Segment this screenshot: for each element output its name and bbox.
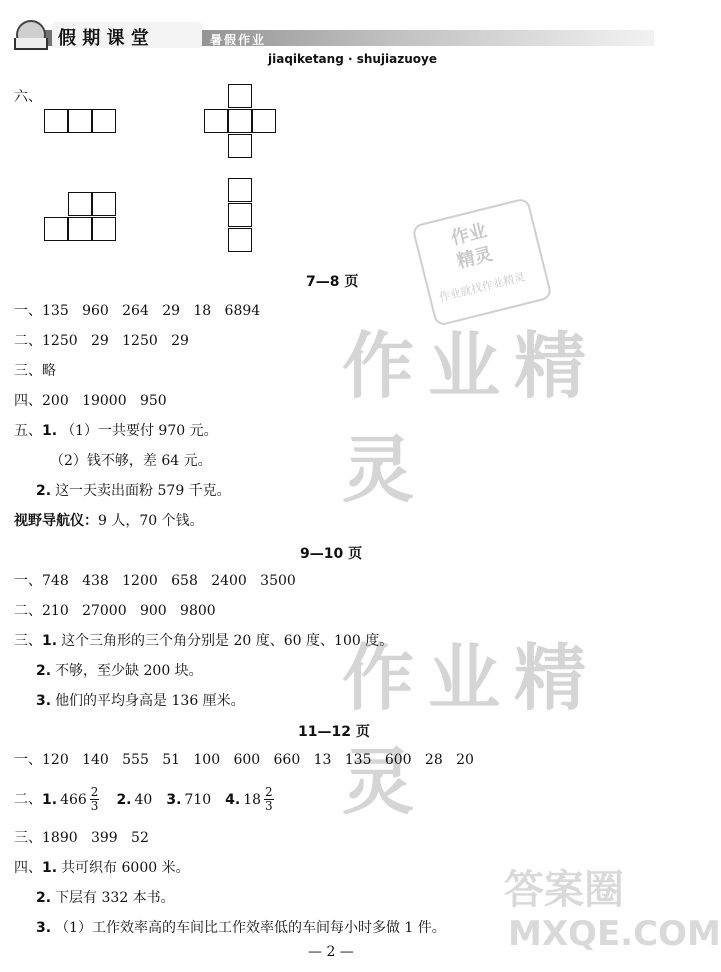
answer-item xyxy=(166,792,211,808)
question-number: 3. xyxy=(36,920,52,936)
net-square xyxy=(204,109,228,133)
fraction-numerator: 2 xyxy=(90,785,99,799)
answer-label: 三、 xyxy=(14,633,42,649)
answer-item xyxy=(42,785,102,813)
question-number: 3. xyxy=(36,693,52,709)
question-number: 1. xyxy=(42,860,58,876)
header-subtitle: 暑假作业 xyxy=(210,33,267,47)
answer-line xyxy=(14,510,204,530)
answer-label: 一、 xyxy=(14,303,42,319)
stamp-mid-text: 精灵 xyxy=(454,243,495,273)
answer-text: 他们的平均身高是 136 厘米。 xyxy=(55,693,245,709)
stamp-top-text: 作业 xyxy=(449,220,490,250)
answer-item xyxy=(116,792,152,808)
question-number: 1. xyxy=(42,423,58,439)
stamp-curve-text: 作业就找作业精灵 xyxy=(437,270,527,305)
answer-label: 三、 xyxy=(14,363,42,379)
header-pinyin: jiaqiketang · shujiazuoye xyxy=(268,52,437,66)
answer-label: 四、 xyxy=(14,393,42,409)
page-range-heading: 11—12 页 xyxy=(298,724,370,740)
answer-text: 210 27000 900 9800 xyxy=(42,603,216,619)
watermark-corner xyxy=(500,858,721,968)
answer-text: 1890 399 52 xyxy=(42,830,149,846)
answer-text: 200 19000 950 xyxy=(42,393,167,409)
answer-label: 一、 xyxy=(14,752,42,768)
answer-label: 视野导航仪： xyxy=(14,513,98,529)
answer-line xyxy=(14,360,56,380)
net-square xyxy=(228,134,252,158)
answer-text: （1）工作效率高的车间比工作效率低的车间每小时多做 1 件。 xyxy=(55,920,446,936)
answer-label: 二、 xyxy=(14,333,42,349)
net-square xyxy=(44,217,68,241)
answer-label: 三、 xyxy=(14,830,42,846)
answer-text: 135 960 264 29 18 6894 xyxy=(42,303,261,319)
net-square xyxy=(228,109,252,133)
answer-text: 这个三角形的三个角分别是 20 度、60 度、100 度。 xyxy=(61,633,394,649)
answer-label: 一、 xyxy=(14,573,42,589)
fraction-denominator: 3 xyxy=(90,799,99,813)
net-square xyxy=(252,109,276,133)
answer-line xyxy=(14,330,189,350)
answer-text: 不够，至少缺 200 块。 xyxy=(55,663,203,679)
watermark-big-2: 作业精灵 xyxy=(342,636,601,824)
book-icon xyxy=(14,38,48,50)
answer-line xyxy=(36,887,175,907)
question-number: 2. xyxy=(36,663,52,679)
whole-number: 466 xyxy=(60,791,87,808)
page-range-heading: 7—8 页 xyxy=(306,274,359,290)
answer-text: 共可织布 6000 米。 xyxy=(61,860,190,876)
answer-line xyxy=(14,827,149,847)
net-square xyxy=(92,217,116,241)
answer-line xyxy=(14,420,218,440)
answer-text: 这一天卖出面粉 579 千克。 xyxy=(55,483,231,499)
fraction-numerator: 2 xyxy=(265,785,273,799)
answer-text: 120 140 555 51 100 600 660 13 135 600 28 20 xyxy=(42,752,474,768)
net-square xyxy=(68,109,92,133)
answer-item xyxy=(225,785,277,813)
question-number: 2. xyxy=(116,791,132,808)
net-square xyxy=(68,217,92,241)
section-6-label: 六、 xyxy=(14,89,42,105)
answer-line xyxy=(36,480,231,500)
answer-text: 748 438 1200 658 2400 3500 xyxy=(42,573,296,589)
question-number: 4. xyxy=(225,791,241,808)
header-banner xyxy=(14,18,654,52)
answer-line xyxy=(14,786,291,813)
answer-line xyxy=(36,660,203,680)
question-number: 1. xyxy=(42,791,58,808)
answer-text: （2）钱不够，差 64 元。 xyxy=(50,453,212,469)
net-square xyxy=(228,178,252,202)
answer-label: 四、 xyxy=(14,860,42,876)
answer-line xyxy=(14,300,260,320)
net-square xyxy=(228,84,252,108)
answer-text: 1250 29 1250 29 xyxy=(42,333,189,349)
answer-label: 五、 xyxy=(14,423,42,439)
answer-label: 二、 xyxy=(14,603,42,619)
answer-text: 9 人，70 个钱。 xyxy=(98,513,204,529)
corner-logo-text: 答案圈 xyxy=(504,867,624,913)
whole-number: 18 xyxy=(243,791,262,808)
answer-line xyxy=(14,857,190,877)
answer-text: 略 xyxy=(42,363,56,379)
whole-number: 710 xyxy=(184,791,212,808)
watermark-big-1: 作业精灵 xyxy=(342,324,601,512)
whole-number: 40 xyxy=(134,791,153,808)
net-square xyxy=(228,203,252,227)
net-square xyxy=(68,192,92,216)
fraction xyxy=(90,786,100,813)
net-square xyxy=(92,109,116,133)
answer-label: 二、 xyxy=(14,791,42,808)
header-title: 假 期 课 堂 xyxy=(58,28,149,49)
question-number: 3. xyxy=(166,791,182,808)
corner-url-text: MXQE.COM xyxy=(508,914,721,954)
page-number: — 2 — xyxy=(308,944,354,960)
fraction-denominator: 3 xyxy=(265,799,273,813)
page-range-heading: 9—10 页 xyxy=(300,546,363,562)
answer-line xyxy=(36,690,245,710)
net-square xyxy=(92,192,116,216)
answer-line xyxy=(14,749,474,769)
answer-line xyxy=(14,570,296,590)
answer-line xyxy=(14,600,216,620)
question-number: 2. xyxy=(36,483,52,499)
question-number: 2. xyxy=(36,890,52,906)
answer-text: （1）一共要付 970 元。 xyxy=(61,423,218,439)
answer-text: 下层有 332 本书。 xyxy=(55,890,175,906)
question-number: 1. xyxy=(42,633,58,649)
answer-line xyxy=(14,390,167,410)
net-square xyxy=(228,228,252,252)
answer-line xyxy=(14,630,393,650)
fraction xyxy=(264,786,274,813)
net-square xyxy=(44,109,68,133)
answer-line xyxy=(50,450,212,470)
answer-line xyxy=(36,917,446,937)
